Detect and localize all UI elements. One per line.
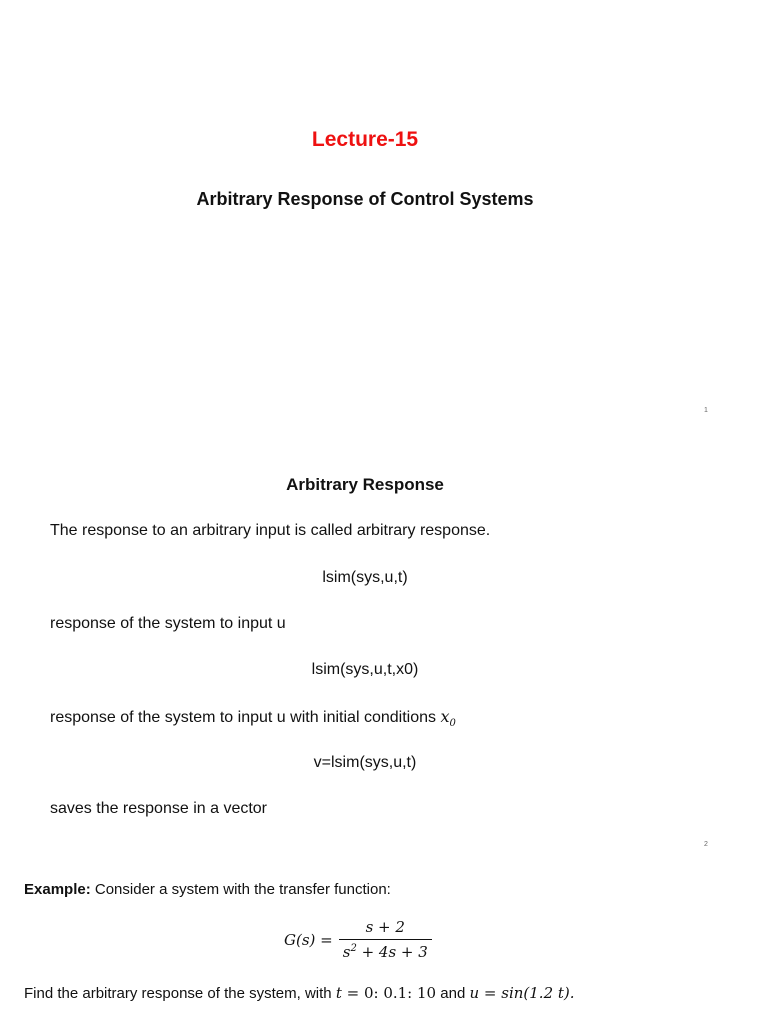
lecture-title: Lecture-15 bbox=[311, 128, 419, 151]
tf-numerator: s + 2 bbox=[365, 918, 405, 936]
t-equals: = bbox=[341, 984, 364, 1002]
lecture-subtitle: Arbitrary Response of Control Systems bbox=[196, 189, 534, 209]
u-variable: u bbox=[469, 984, 480, 1002]
slide-1 bbox=[0, 0, 768, 432]
slide-number: 1 bbox=[704, 407, 708, 414]
t-range: 0: 0.1: 10 bbox=[363, 984, 437, 1002]
transfer-function-fraction bbox=[339, 918, 432, 961]
example-line bbox=[24, 881, 391, 898]
tf-denominator: $s^2 + 4s + 3$ bbox=[342, 943, 428, 961]
t-variable: t bbox=[335, 984, 342, 1002]
desc-lsim: response of the system to input u bbox=[50, 615, 286, 632]
command-lsim-x0: lsim(sys,u,t,x0) bbox=[311, 661, 419, 678]
initial-condition-symbol: $x_0$ bbox=[440, 707, 456, 730]
intro-text: The response to an arbitrary input is called arbitrary response. bbox=[50, 522, 491, 539]
example-label: Example: bbox=[24, 881, 91, 898]
slide-2 bbox=[0, 432, 768, 864]
command-lsim: lsim(sys,u,t) bbox=[322, 569, 408, 586]
and-text: and bbox=[436, 985, 470, 1002]
command-v-lsim: v=lsim(sys,u,t) bbox=[313, 754, 417, 771]
find-text: Find the arbitrary response of the system, with bbox=[24, 985, 332, 1002]
desc-lsim-x0-text: response of the system to input u with initial conditions bbox=[50, 709, 436, 726]
u-expression: sin(1.2 t). bbox=[501, 984, 575, 1002]
transfer-function-lhs: G(s) = bbox=[284, 930, 333, 949]
transfer-function bbox=[284, 918, 432, 961]
slide-3 bbox=[0, 864, 768, 1024]
desc-lsim-x0 bbox=[50, 707, 456, 729]
example-text: Consider a system with the transfer function: bbox=[90, 881, 391, 898]
find-line bbox=[24, 984, 575, 1002]
desc-v-lsim: saves the response in a vector bbox=[50, 800, 268, 817]
slide-number: 2 bbox=[704, 841, 708, 848]
section-heading: Arbitrary Response bbox=[286, 475, 444, 494]
u-equals: = bbox=[479, 984, 502, 1002]
